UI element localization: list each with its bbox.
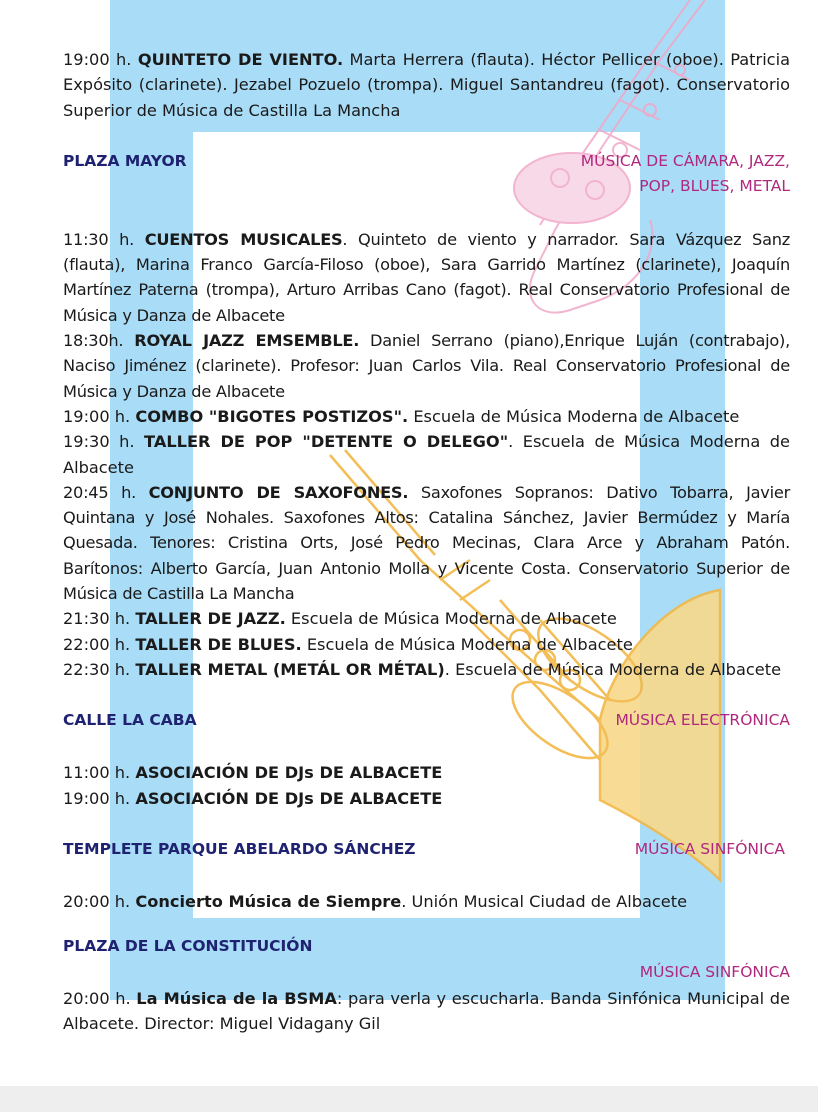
genre-label: MÚSICA SINFÓNICA [634,839,785,858]
event-taller-jazz [63,606,790,631]
event-taller-pop [63,429,790,480]
event-title: Concierto Música de Siempre [135,891,402,911]
event-taller-blues [63,632,790,657]
section-header-calle-caba [63,708,790,734]
genre-label: MÚSICA SINFÓNICA [639,963,790,982]
event-title: QUINTETO DE VIENTO. [137,50,344,69]
event-time: 21:30 h. [63,609,131,629]
genre-line-1: MÚSICA DE CÁMARA, JAZZ, [580,151,790,170]
event-cuentos-musicales [63,227,790,328]
event-time: 19:30 h. [63,432,135,452]
event-title: La Música de la BSMA [136,989,337,1009]
section-header-plaza-mayor [63,149,790,201]
event-title: TALLER DE POP "DETENTE O DELEGO" [144,432,509,452]
event-text: . Quinteto de viento y narrador. Sara Vázquez Sanz (flauta), Marina Franco García-Filoso (oboe), Sara Garrido Martínez (clarinete), Joaquín Martínez Paterna (trompa), Arturo Arribas Cano (fagot). Real Conservatorio Profesional de Música y Danza de Albacete [63,229,791,325]
event-title: COMBO "BIGOTES POSTIZOS". [135,406,409,426]
event-time: 22:00 h. [63,634,131,654]
event-title: TALLER DE JAZZ. [135,609,286,629]
event-conjunto-saxofones [63,480,790,606]
event-title: ASOCIACIÓN DE DJs DE ALBACETE [135,788,443,808]
event-royal-jazz [63,328,790,404]
event-title: ASOCIACIÓN DE DJs DE ALBACETE [135,763,443,783]
event-time: 11:30 h. [63,229,135,249]
event-time: 11:00 h. [63,763,131,783]
event-djs-1 [63,760,790,785]
venue-name: PLAZA MAYOR [63,151,187,170]
event-text: Saxofones Sopranos: Dativo Tobarra, Javier Quintana y José Nohales. Saxofones Altos: Catalina Sánchez, Javier Bermúdez y María Quesada. Tenores: Cristina Orts, José Pedro Mecinas, Clara Arce y Abraham Patón. Barítonos: Alberto García, Juan Antonio Molla y Vicente Costa. Conservatorio Superior de Música de Castilla La Mancha [63,482,790,604]
event-title: TALLER DE BLUES. [135,634,302,654]
event-time: 22:30 h. [63,659,131,679]
event-time: 19:00 h. [63,50,132,69]
event-text: . Escuela de Música Moderna de Albacete [444,659,782,679]
event-text: : para verla y escucharla. Banda Sinfónica Municipal de Albacete. Director: Miguel Vidagany Gil [63,989,790,1034]
event-bsma [63,986,790,1037]
footer-band [0,1086,818,1112]
event-title: ROYAL JAZZ EMSEMBLE. [134,331,360,351]
event-title: TALLER METAL (METÁL OR MÉTAL) [135,659,445,679]
event-time: 20:00 h. [63,989,131,1009]
event-time: 18:30h. [63,331,124,351]
event-text: Marta Herrera (flauta). Héctor Pellicer (oboe). Patricia Expósito (clarinete). Jezabel Pozuelo (trompa). Miguel Santandreu (fagot). Conservatorio Superior de Música de Castilla La Mancha [63,50,791,120]
event-text: . Escuela de Música Moderna de Albacete [63,432,790,477]
event-text: Escuela de Música Moderna de Albacete [408,406,740,426]
event-time: 19:00 h. [63,788,131,808]
event-time: 19:00 h. [63,406,131,426]
event-text: Escuela de Música Moderna de Albacete [285,609,617,629]
event-time: 20:45 h. [63,482,136,502]
genre-label [581,149,790,200]
event-text: Escuela de Música Moderna de Albacete [301,634,633,654]
genre-line-2: POP, BLUES, METAL [639,177,790,196]
event-text: . Unión Musical Ciudad de Albacete [401,891,688,911]
section-header-templete [63,837,790,863]
event-quinteto-viento [63,47,790,123]
venue-name: TEMPLETE PARQUE ABELARDO SÁNCHEZ [63,839,416,858]
event-taller-metal [63,657,790,682]
event-title: CONJUNTO DE SAXOFONES. [148,482,409,502]
event-time: 20:00 h. [63,891,131,911]
venue-name: CALLE LA CABA [63,711,197,730]
event-djs-2 [63,786,790,811]
section-header-constitucion [63,934,790,986]
event-title: CUENTOS MUSICALES [144,229,343,249]
event-combo-bigotes [63,404,790,429]
venue-name: PLAZA DE LA CONSTITUCIÓN [63,937,313,956]
program-content [63,47,790,1037]
genre-label: MÚSICA ELECTRÓNICA [615,711,790,730]
event-text: Daniel Serrano (piano),Enrique Luján (contrabajo), Naciso Jiménez (clarinete). Profesor: Juan Carlos Vila. Real Conservatorio Profesional de Música y Danza de Albacete [63,331,790,401]
event-musica-siempre [63,889,790,914]
